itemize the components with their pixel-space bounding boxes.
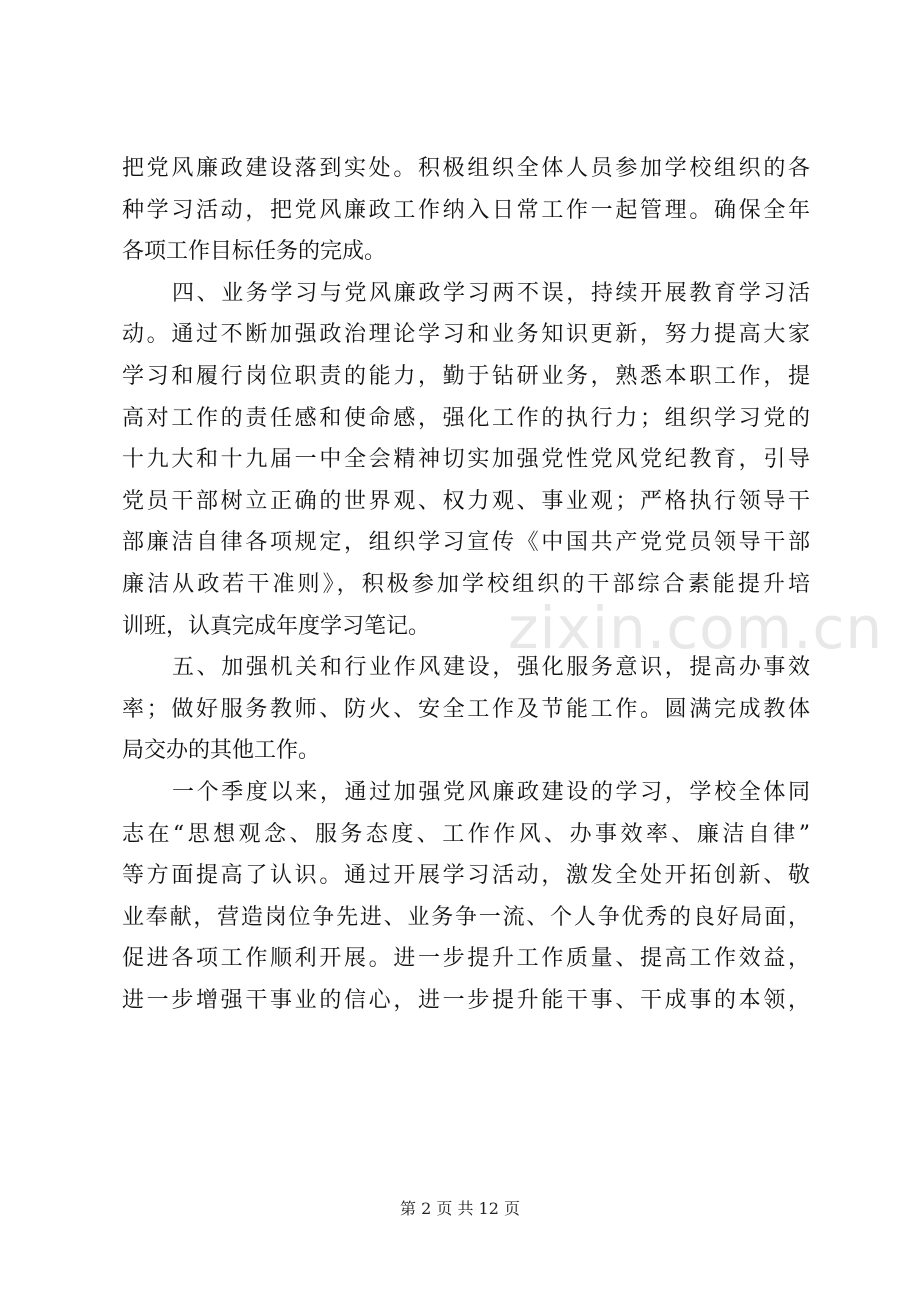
text-line: 进一步增强干事业的信心，进一步提升能干事、干成事的本领， — [122, 987, 810, 1013]
text-line: 等方面提高了认识。通过开展学习活动，激发全处开拓创新、敬 — [122, 863, 810, 889]
text-line: 五、加强机关和行业作风建设，强化服务意识，提高办事效 — [172, 655, 810, 681]
text-line: 业奉献，营造岗位争先进、业务争一流、个人争优秀的良好局面， — [122, 904, 810, 930]
text-line: 高对工作的责任感和使命感，强化工作的执行力；组织学习党的 — [122, 405, 810, 431]
text-line: 党员干部树立正确的世界观、权力观、事业观；严格执行领导干 — [122, 488, 810, 514]
document-body — [122, 148, 810, 1021]
page-number-footer: 第 2 页 共 12 页 — [400, 1199, 520, 1218]
text-line: 十九大和十九届一中全会精神切实加强党性党风党纪教育，引导 — [122, 447, 810, 473]
text-line: 率；做好服务教师、防火、安全工作及节能工作。圆满完成教体 — [122, 696, 810, 722]
text-line: 局交办的其他工作。 — [122, 738, 321, 764]
text-line: 四、业务学习与党风廉政学习两不误，持续开展教育学习活 — [172, 280, 810, 306]
text-line: 训班，认真完成年度学习笔记。 — [122, 613, 431, 639]
text-line: 廉洁从政若干准则》，积极参加学校组织的干部综合素能提升培 — [122, 571, 810, 597]
text-line: 动。通过不断加强政治理论学习和业务知识更新，努力提高大家 — [122, 322, 810, 348]
text-line: 把党风廉政建设落到实处。积极组织全体人员参加学校组织的各 — [122, 156, 810, 181]
text-line: 种学习活动，把党风廉政工作纳入日常工作一起管理。确保全年 — [122, 197, 810, 223]
text-line: 各项工作目标任务的完成。 — [122, 239, 387, 265]
text-line: 学习和履行岗位职责的能力，勤于钻研业务，熟悉本职工作，提 — [122, 363, 810, 389]
text-line: 部廉洁自律各项规定，组织学习宣传《中国共产党党员领导干部 — [122, 530, 810, 556]
watermark: zixin.com.cn — [508, 594, 884, 662]
text-line: 促进各项工作顺利开展。进一步提升工作质量、提高工作效益， — [122, 946, 810, 972]
text-line: 志在“思想观念、服务态度、工作作风、办事效率、廉洁自律” — [122, 821, 810, 847]
text-line: 一个季度以来，通过加强党风廉政建设的学习，学校全体同 — [172, 779, 810, 805]
